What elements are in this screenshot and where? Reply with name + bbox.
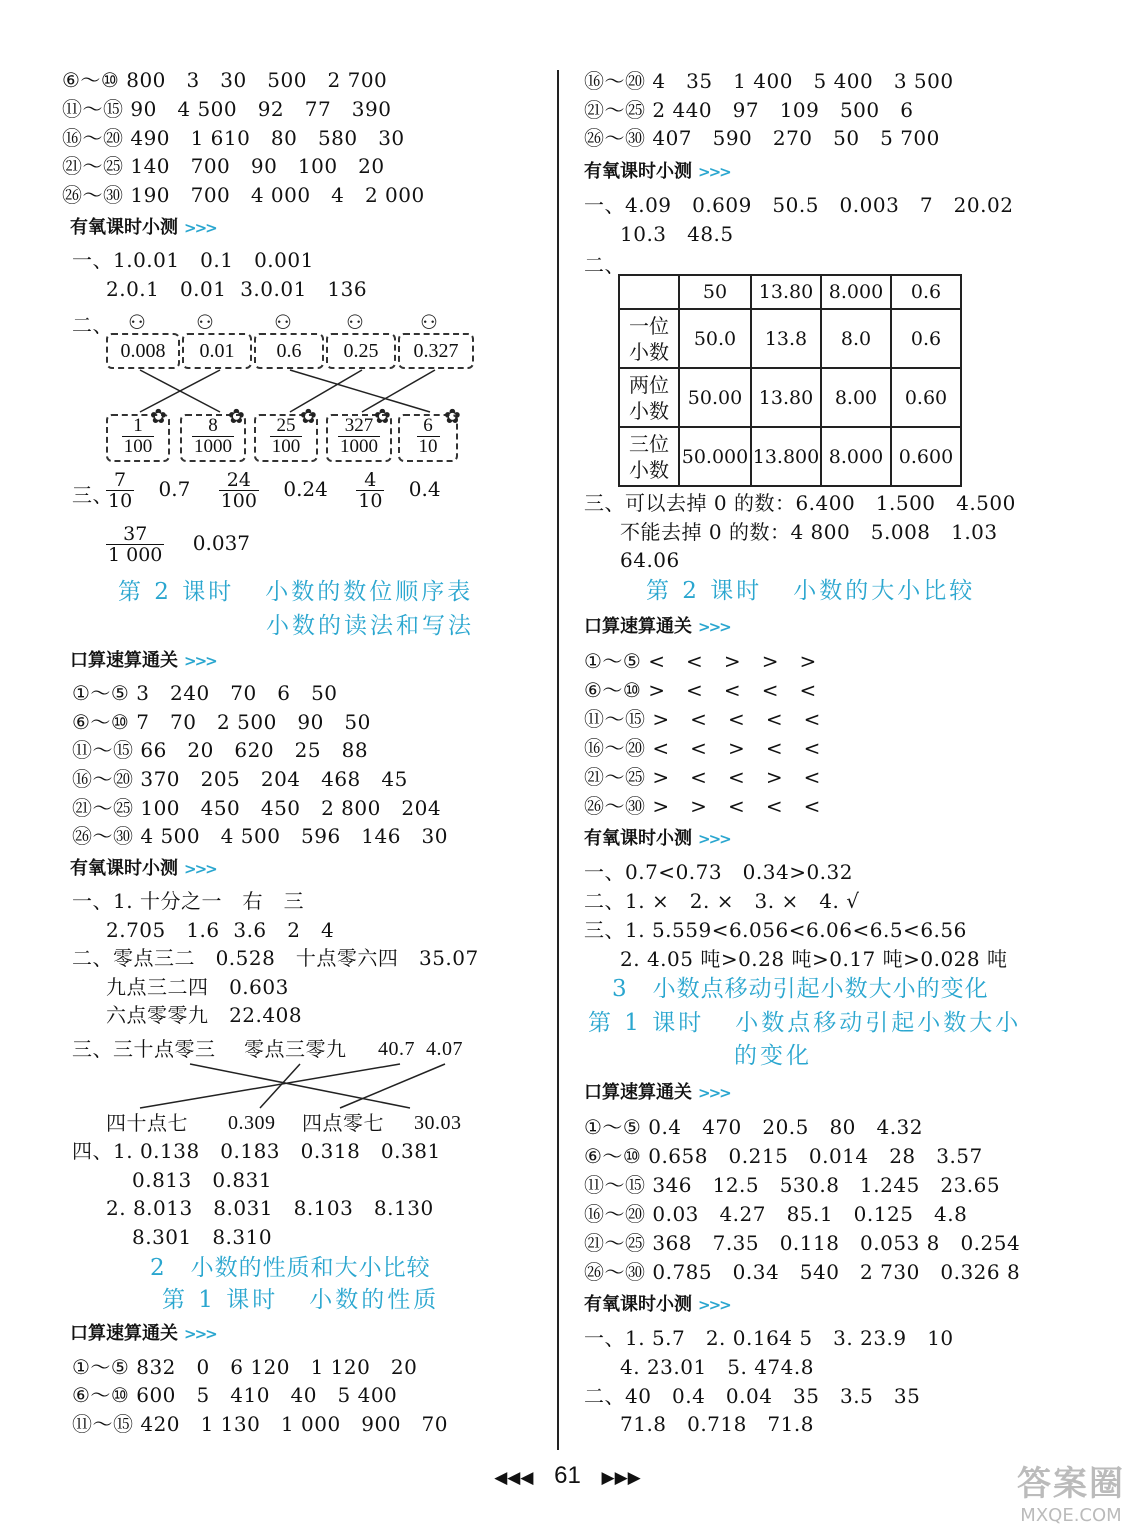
answer-line: 64.06 xyxy=(620,548,680,572)
answer-line: ㉖～㉚ 0.785 0.34 540 2 730 0.326 8 xyxy=(584,1260,1021,1284)
section-title: 有氧课时小测 >>> xyxy=(584,161,730,182)
decimal-box: 0.6 xyxy=(254,333,324,369)
match-item: 四点零七 xyxy=(302,1111,384,1135)
table-cell: 50.00 xyxy=(679,368,751,427)
answer-line: $\frac{7}{10}$ 0.7 $\frac{24}{100}$ 0.24 $\frac{4}{10}$ 0.4 xyxy=(108,469,441,512)
bee-icon: ⚇ xyxy=(196,310,214,334)
answer-line: 九点三二四 0.603 xyxy=(106,975,289,999)
table-header-cell: 50 xyxy=(679,275,751,309)
answer-line: 二、零点三二 0.528 十点零六四 35.07 xyxy=(72,946,479,970)
decimal-box: 0.327 xyxy=(398,333,474,369)
answer-line: 四、1. 0.138 0.183 0.318 0.381 xyxy=(72,1139,441,1163)
answer-line: ①～⑤ 3 240 70 6 50 xyxy=(72,681,338,705)
answer-line: ㉑～㉕ > < < > < xyxy=(584,765,821,789)
answer-line: ⑥～⑩ 800 3 30 500 2 700 xyxy=(62,68,388,92)
answer-line: ⑯～⑳ < < > < < xyxy=(584,736,821,760)
answer-line: ㉑～㉕ 100 450 450 2 800 204 xyxy=(72,796,442,820)
answer-line: ㉖～㉚ 190 700 4 000 4 2 000 xyxy=(62,183,425,207)
answer-line: ①～⑤ < < > > > xyxy=(584,649,817,673)
decimal-box: 0.25 xyxy=(326,333,396,369)
bee-icon: ⚇ xyxy=(420,310,438,334)
table-row xyxy=(619,427,961,486)
lesson-heading: 小数的读法和写法 xyxy=(266,613,474,639)
table-header-cell xyxy=(619,275,679,309)
next-arrows-icon: ▶▶▶ xyxy=(601,1468,641,1487)
answer-line: ⑪～⑮ 346 12.5 530.8 1.245 23.65 xyxy=(584,1173,1001,1197)
chapter-heading: 2 小数的性质和大小比较 xyxy=(150,1255,431,1281)
bee-icon: ✿ xyxy=(150,404,167,428)
section-title: 有氧课时小测 >>> xyxy=(70,217,216,238)
decimal-box: 0.008 xyxy=(106,333,180,369)
answer-line: 71.8 0.718 71.8 xyxy=(620,1412,814,1436)
answer-line: ⑪～⑮ 66 20 620 25 88 xyxy=(72,738,369,762)
matching-lines xyxy=(100,1062,480,1110)
answer-line: ①～⑤ 832 0 6 120 1 120 20 xyxy=(72,1355,418,1379)
bee-icon: ✿ xyxy=(300,404,317,428)
table-cell: 8.00 xyxy=(821,368,891,427)
answer-line: 2.0.1 0.01 3.0.01 136 xyxy=(106,277,368,301)
table-row xyxy=(619,368,961,427)
answer-line: 二、1. × 2. × 3. × 4. √ xyxy=(584,889,860,913)
bee-icon: ✿ xyxy=(228,404,245,428)
match-item: 40.7 xyxy=(378,1038,415,1060)
answer-line: ①～⑤ 0.4 470 20.5 80 4.32 xyxy=(584,1115,923,1139)
prev-arrows-icon: ◀◀◀ xyxy=(494,1468,534,1487)
row-label: 三位小数 xyxy=(619,427,679,486)
answer-line: $\frac{37}{1 000}$ 0.037 xyxy=(108,523,251,566)
answer-line: ⑪～⑮ 420 1 130 1 000 900 70 xyxy=(72,1412,448,1436)
question-label: 二、 xyxy=(584,253,625,277)
match-item: 四十点七 xyxy=(106,1111,188,1135)
answer-line: 一、1. 十分之一 右 三 xyxy=(72,889,305,913)
table-cell: 0.600 xyxy=(891,427,961,486)
answer-line: 2.705 1.6 3.6 2 4 xyxy=(106,918,335,942)
answer-line: 2. 8.013 8.031 8.103 8.130 xyxy=(106,1196,434,1220)
section-title: 口算速算通关 >>> xyxy=(70,1323,216,1344)
table-cell: 8.0 xyxy=(821,309,891,368)
table-cell: 13.800 xyxy=(751,427,821,486)
answer-line: 一、1. 5.7 2. 0.164 5 3. 23.9 10 xyxy=(584,1326,954,1350)
answer-line: 二、40 0.4 0.04 35 3.5 35 xyxy=(584,1384,921,1408)
lesson-heading: 第 1 课时 小数的性质 xyxy=(162,1287,440,1313)
table-row xyxy=(619,309,961,368)
lesson-heading: 第 2 课时 小数的数位顺序表 xyxy=(118,579,474,605)
fraction-box: $\frac{8}{1000}$ xyxy=(180,414,246,462)
question-label: 二、 xyxy=(72,313,113,337)
table-cell: 0.6 xyxy=(891,309,961,368)
answer-line: 一、1.0.01 0.1 0.001 xyxy=(72,248,314,272)
fraction-box: $\frac{327}{1000}$ xyxy=(326,414,392,462)
answer-line: 三、可以去掉 0 的数：6.400 1.500 4.500 xyxy=(584,491,1016,515)
chapter-heading: 3 小数点移动引起小数大小的变化 xyxy=(612,976,989,1002)
bee-icon: ⚇ xyxy=(128,310,146,334)
answer-line: ⑯～⑳ 370 205 204 468 45 xyxy=(72,767,408,791)
row-label: 一位小数 xyxy=(619,309,679,368)
table-cell: 13.8 xyxy=(751,309,821,368)
answer-line: ⑥～⑩ 0.658 0.215 0.014 28 3.57 xyxy=(584,1144,983,1168)
answer-line: ㉖～㉚ 407 590 270 50 5 700 xyxy=(584,126,940,150)
answer-line: ⑯～⑳ 490 1 610 80 580 30 xyxy=(62,126,405,150)
section-title: 口算速算通关 >>> xyxy=(584,1082,730,1103)
answer-line: 六点零零九 22.408 xyxy=(106,1003,303,1027)
watermark: 答案圈 MXQE.COM xyxy=(1017,1464,1125,1526)
table-header-cell: 0.6 xyxy=(891,275,961,309)
page-footer xyxy=(0,1462,1135,1490)
table-cell: 50.0 xyxy=(679,309,751,368)
answer-line: 2. 4.05 吨>0.28 吨>0.17 吨>0.028 吨 xyxy=(620,947,1008,971)
table-header-cell: 8.000 xyxy=(821,275,891,309)
answer-line: 4. 23.01 5. 474.8 xyxy=(620,1355,814,1379)
fraction-box: $\frac{1}{100}$ xyxy=(106,414,170,462)
answer-line: ⑥～⑩ 7 70 2 500 90 50 xyxy=(72,710,371,734)
answer-line: ⑥～⑩ 600 5 410 40 5 400 xyxy=(72,1383,398,1407)
table-cell: 0.60 xyxy=(891,368,961,427)
bee-icon: ⚇ xyxy=(274,310,292,334)
answer-line: ㉖～㉚ 4 500 4 500 596 146 30 xyxy=(72,824,448,848)
column-divider xyxy=(557,70,559,1450)
decimal-box: 0.01 xyxy=(182,333,252,369)
answer-line: ㉑～㉕ 368 7.35 0.118 0.053 8 0.254 xyxy=(584,1231,1021,1255)
section-title: 有氧课时小测 >>> xyxy=(584,828,730,849)
section-title: 口算速算通关 >>> xyxy=(584,616,730,637)
lesson-heading: 第 1 课时 小数点移动引起小数大小 xyxy=(588,1010,1022,1036)
table-cell: 8.000 xyxy=(821,427,891,486)
match-item: 三、三十点零三 xyxy=(72,1037,216,1061)
match-item: 零点三零九 xyxy=(244,1037,347,1061)
bee-icon: ✿ xyxy=(374,404,391,428)
fraction-box: $\frac{25}{100}$ xyxy=(254,414,318,462)
answer-line: ⑯～⑳ 0.03 4.27 85.1 0.125 4.8 xyxy=(584,1202,968,1226)
answer-line: 不能去掉 0 的数：4 800 5.008 1.03 xyxy=(620,520,998,544)
answer-line: 10.3 48.5 xyxy=(620,222,734,246)
answer-line: 一、0.7<0.73 0.34>0.32 xyxy=(584,860,853,884)
match-item: 4.07 xyxy=(426,1038,463,1060)
answer-line: ㉑～㉕ 2 440 97 109 500 6 xyxy=(584,98,914,122)
section-title: 有氧课时小测 >>> xyxy=(70,858,216,879)
answer-line: ㉑～㉕ 140 700 90 100 20 xyxy=(62,154,385,178)
bee-icon: ⚇ xyxy=(346,310,364,334)
lesson-heading: 第 2 课时 小数的大小比较 xyxy=(646,578,976,604)
answer-line: ⑥～⑩ > < < < < xyxy=(584,678,817,702)
page-number: 61 xyxy=(554,1462,581,1489)
answer-line: ⑪～⑮ 90 4 500 92 77 390 xyxy=(62,97,392,121)
answer-line: 三、1. 5.559<6.056<6.06<6.5<6.56 xyxy=(584,918,967,942)
answer-line: 0.813 0.831 xyxy=(132,1168,273,1192)
fraction-box: $\frac{6}{10}$ xyxy=(398,414,458,462)
question-label: 三、 xyxy=(72,483,113,507)
answer-line: ⑪～⑮ > < < < < xyxy=(584,707,821,731)
table-cell: 50.000 xyxy=(679,427,751,486)
decimal-table xyxy=(618,274,962,487)
answer-line: 一、4.09 0.609 50.5 0.003 7 20.02 xyxy=(584,193,1014,217)
section-title: 有氧课时小测 >>> xyxy=(584,1294,730,1315)
match-item: 0.309 xyxy=(228,1112,276,1134)
answer-line: ⑯～⑳ 4 35 1 400 5 400 3 500 xyxy=(584,69,954,93)
table-header-cell: 13.80 xyxy=(751,275,821,309)
table-cell: 13.80 xyxy=(751,368,821,427)
lesson-heading: 的变化 xyxy=(734,1043,812,1069)
bee-icon: ✿ xyxy=(444,404,461,428)
match-item: 30.03 xyxy=(414,1112,462,1134)
section-title: 口算速算通关 >>> xyxy=(70,650,216,671)
row-label: 两位小数 xyxy=(619,368,679,427)
answer-line: 8.301 8.310 xyxy=(132,1225,273,1249)
answer-line: ㉖～㉚ > > < < < xyxy=(584,794,821,818)
